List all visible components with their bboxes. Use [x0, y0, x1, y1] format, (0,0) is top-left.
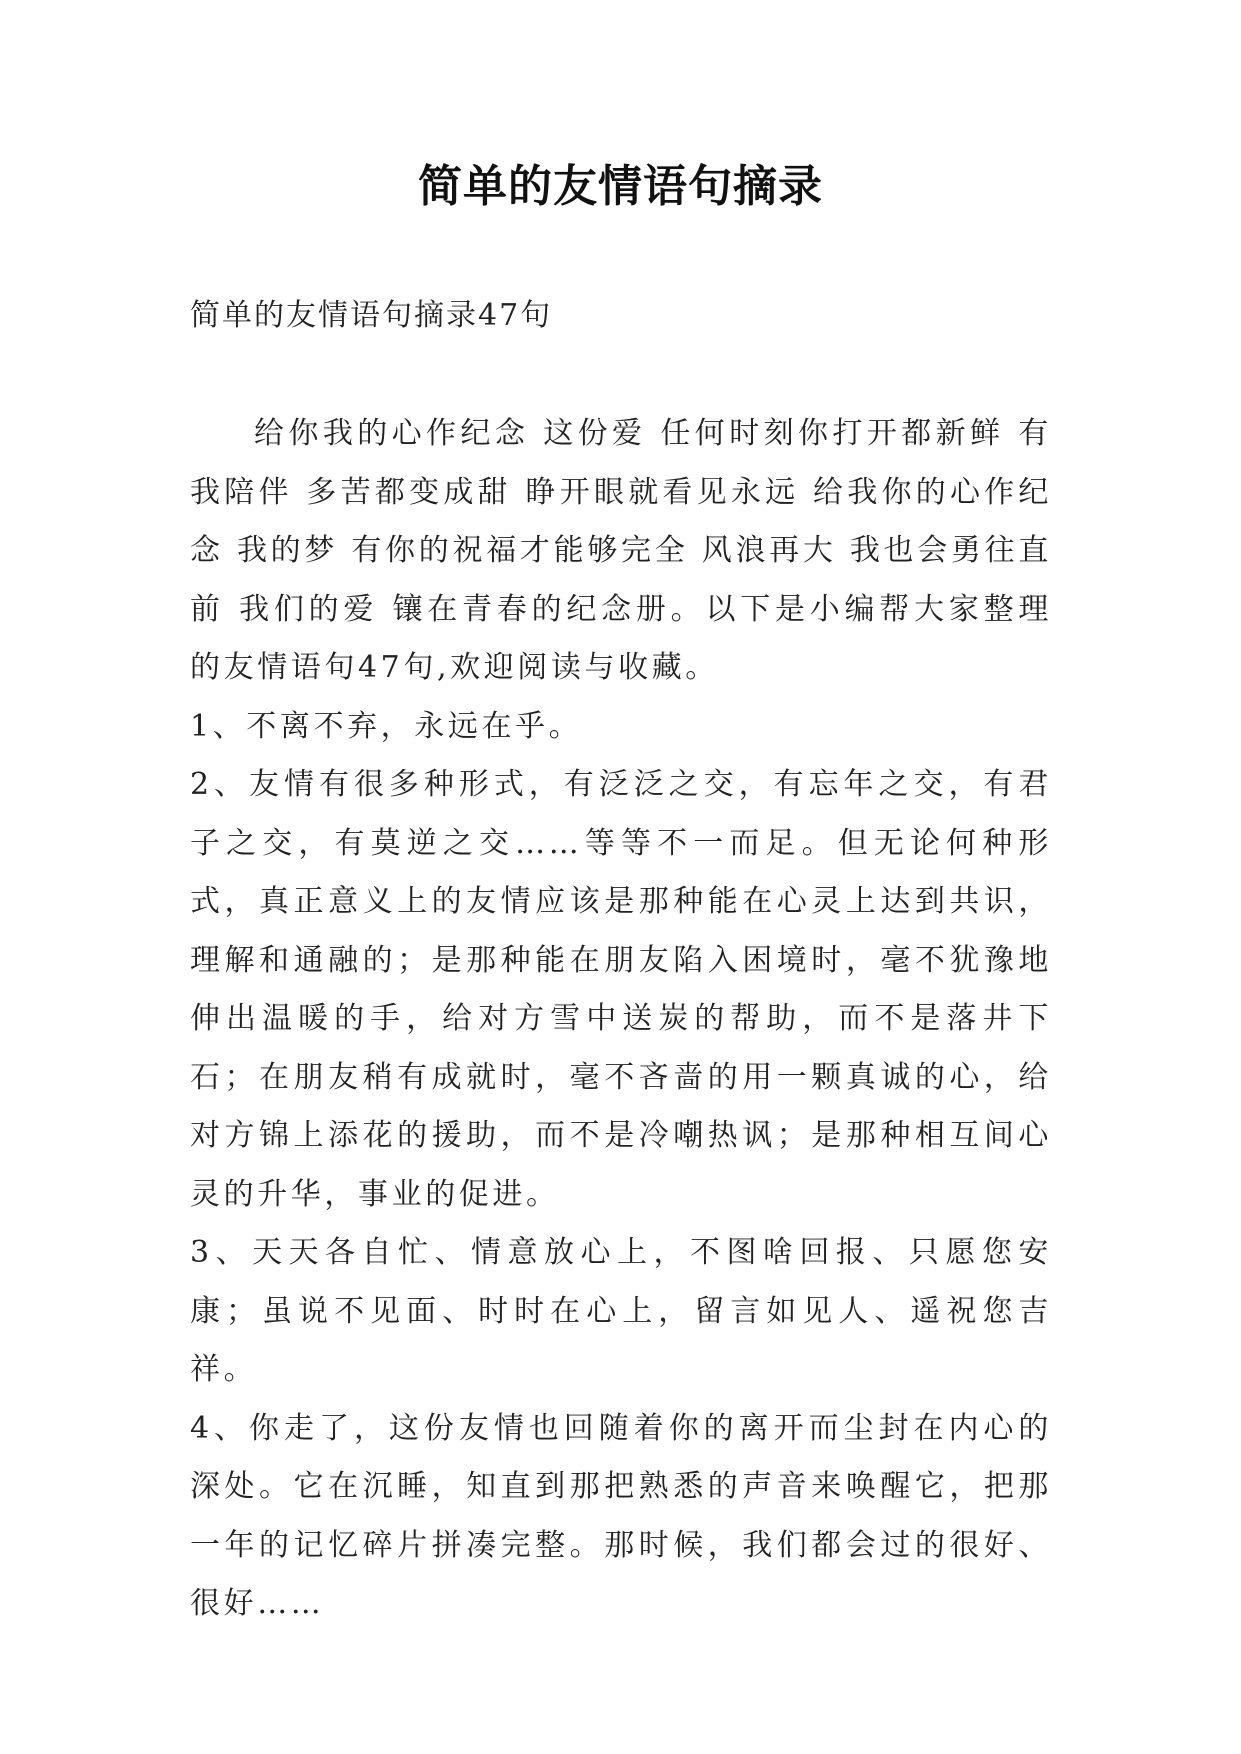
- list-item: 3、天天各自忙、情意放心上，不图啥回报、只愿您安康；虽说不见面、时时在心上，留言如见人、遥祝您吉祥。: [190, 1235, 1052, 1387]
- list-item: 4、你走了，这份友情也回随着你的离开而尘封在内心的深处。它在沉睡，知直到那把熟悉的声音来唤醒它，把那一年的记忆碎片拼凑完整。那时候，我们都会过的很好、很好……: [190, 1410, 1052, 1621]
- list-item: 1、不离不弃，永远在乎。: [190, 708, 583, 744]
- list-item: 2、友情有很多种形式，有泛泛之交，有忘年之交，有君子之交，有莫逆之交……等等不一而足。但无论何种形式，真正意义上的友情应该是那种能在心灵上达到共识，理解和通融的；是那种能在朋友陷入困境时，毫不犹豫地伸出温暖的手，给对方雪中送炭的帮助，而不是落井下石；在朋友稍有成就时，毫不吝啬的用一颗真诚的心，给对方锦上添花的援助，而不是冷嘲热讽；是那种相互间心灵的升华，事业的促进。: [190, 767, 1052, 1212]
- document-body: [190, 405, 1052, 1634]
- document-subtitle: 简单的友情语句摘录47句: [190, 298, 553, 333]
- document-title: 简单的友情语句摘录: [418, 161, 823, 212]
- intro-paragraph: 给你我的心作纪念 这份爱 任何时刻你打开都新鲜 有我陪伴 多苦都变成甜 睁开眼就看见永远 给我你的心作纪念 我的梦 有你的祝福才能够完全 风浪再大 我也会勇往直前 我们的爱 镶在青春的纪念册。以下是小编帮大家整理的友情语句47句,欢迎阅读与收藏。: [190, 416, 1052, 685]
